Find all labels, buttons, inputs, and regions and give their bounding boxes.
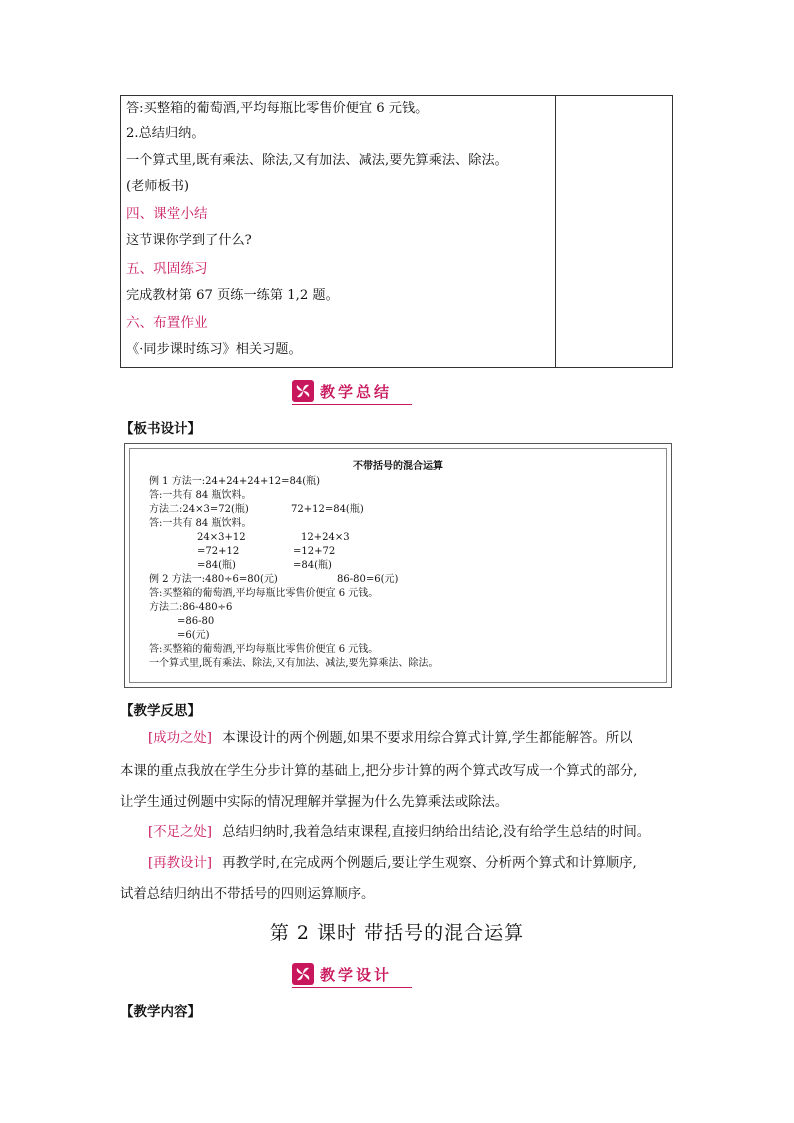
- reflection-heading: 【教学反思】: [120, 703, 201, 719]
- section-heading-practice: 五、巩固练习: [126, 261, 208, 277]
- reflection-reteach-line: 试着总结归纳出不带括号的四则运算顺序。: [120, 887, 375, 902]
- banner-title: 教学设计: [320, 965, 393, 984]
- board-line: =6(元): [177, 630, 210, 641]
- pinwheel-icon: [292, 380, 314, 402]
- board-line: 答:买整箱的葡萄酒,平均每瓶比零售价便宜 6 元钱。: [149, 588, 379, 599]
- board-line: 答:一共有 84 瓶饮料。: [149, 518, 252, 529]
- board-line: 一个算式里,既有乘法、除法,又有加法、减法,要先算乘法、除法。: [149, 658, 439, 669]
- board-line: 方法二:86-480÷6: [149, 602, 233, 613]
- board-line: =84(瓶): [293, 560, 332, 571]
- board-line: 方法二:24×3=72(瓶): [149, 504, 249, 515]
- banner-underline: [292, 987, 412, 988]
- table-row: 答:买整箱的葡萄酒,平均每瓶比零售价便宜 6 元钱。: [126, 101, 429, 116]
- section-heading-homework: 六、布置作业: [126, 315, 208, 331]
- table-row: 2.总结归纳。: [126, 126, 205, 141]
- shortfall-text: 总结归纳时,我着急结束课程,直接归纳给出结论,没有给学生总结的时间。: [222, 825, 651, 840]
- success-text: 本课设计的两个例题,如果不要求用综合算式计算,学生都能解答。所以: [222, 731, 633, 746]
- board-line: 86-80=6(元): [337, 574, 399, 585]
- teaching-design-banner: [292, 963, 392, 985]
- lesson-table: [120, 95, 673, 368]
- board-line: =72+12: [197, 546, 240, 557]
- board-design-figure: [124, 443, 672, 688]
- board-line: 答:一共有 84 瓶饮料。: [149, 490, 252, 501]
- table-row: 《·同步课时练习》相关习题。: [126, 342, 302, 357]
- lesson-title: 第 2 课时 带括号的混合运算: [269, 922, 525, 944]
- board-line: =86-80: [177, 616, 215, 627]
- table-row: 这节课你学到了什么?: [126, 233, 252, 248]
- board-line: 答:买整箱的葡萄酒,平均每瓶比零售价便宜 6 元钱。: [149, 644, 379, 655]
- table-row: 完成教材第 67 页练一练第 1,2 题。: [126, 288, 339, 303]
- board-design-heading: 【板书设计】: [120, 421, 201, 437]
- reteach-text: 再教学时,在完成两个例题后,要让学生观察、分析两个算式和计算顺序,: [222, 856, 637, 871]
- reflection-shortfall-line: [148, 823, 650, 843]
- pinwheel-icon: [292, 963, 314, 985]
- board-line: 24×3+12: [197, 532, 246, 543]
- board-line: 72+12=84(瓶): [291, 504, 364, 515]
- banner-underline: [292, 404, 412, 405]
- shortfall-tag: [不足之处]: [148, 825, 213, 840]
- teaching-content-heading: 【教学内容】: [120, 1004, 201, 1020]
- board-line: 12+24×3: [301, 532, 350, 543]
- board-title: 不带括号的混合运算: [353, 461, 443, 472]
- board-line: 例 1 方法一:24+24+24+12=84(瓶): [149, 476, 321, 487]
- success-tag: [成功之处]: [148, 731, 213, 746]
- table-row: 一个算式里,既有乘法、除法,又有加法、减法,要先算乘法、除法。: [126, 153, 508, 168]
- board-line: 例 2 方法一:480÷6=80(元): [149, 574, 278, 585]
- table-row: (老师板书): [126, 179, 190, 194]
- banner-title: 教学总结: [320, 382, 393, 401]
- table-column-divider: [555, 96, 556, 367]
- section-heading-summary: 四、课堂小结: [126, 206, 208, 222]
- teaching-summary-banner: [292, 380, 392, 402]
- reflection-success-line: 本课的重点我放在学生分步计算的基础上,把分步计算的两个算式改写成一个算式的部分,: [120, 764, 638, 779]
- reflection-success-line: 让学生通过例题中实际的情况理解并掌握为什么先算乘法或除法。: [120, 795, 509, 810]
- reflection-reteach-line: [148, 854, 637, 874]
- board-line: =84(瓶): [197, 560, 236, 571]
- reteach-tag: [再教设计]: [148, 856, 213, 871]
- reflection-success-line: [148, 729, 633, 749]
- board-line: =12+72: [293, 546, 336, 557]
